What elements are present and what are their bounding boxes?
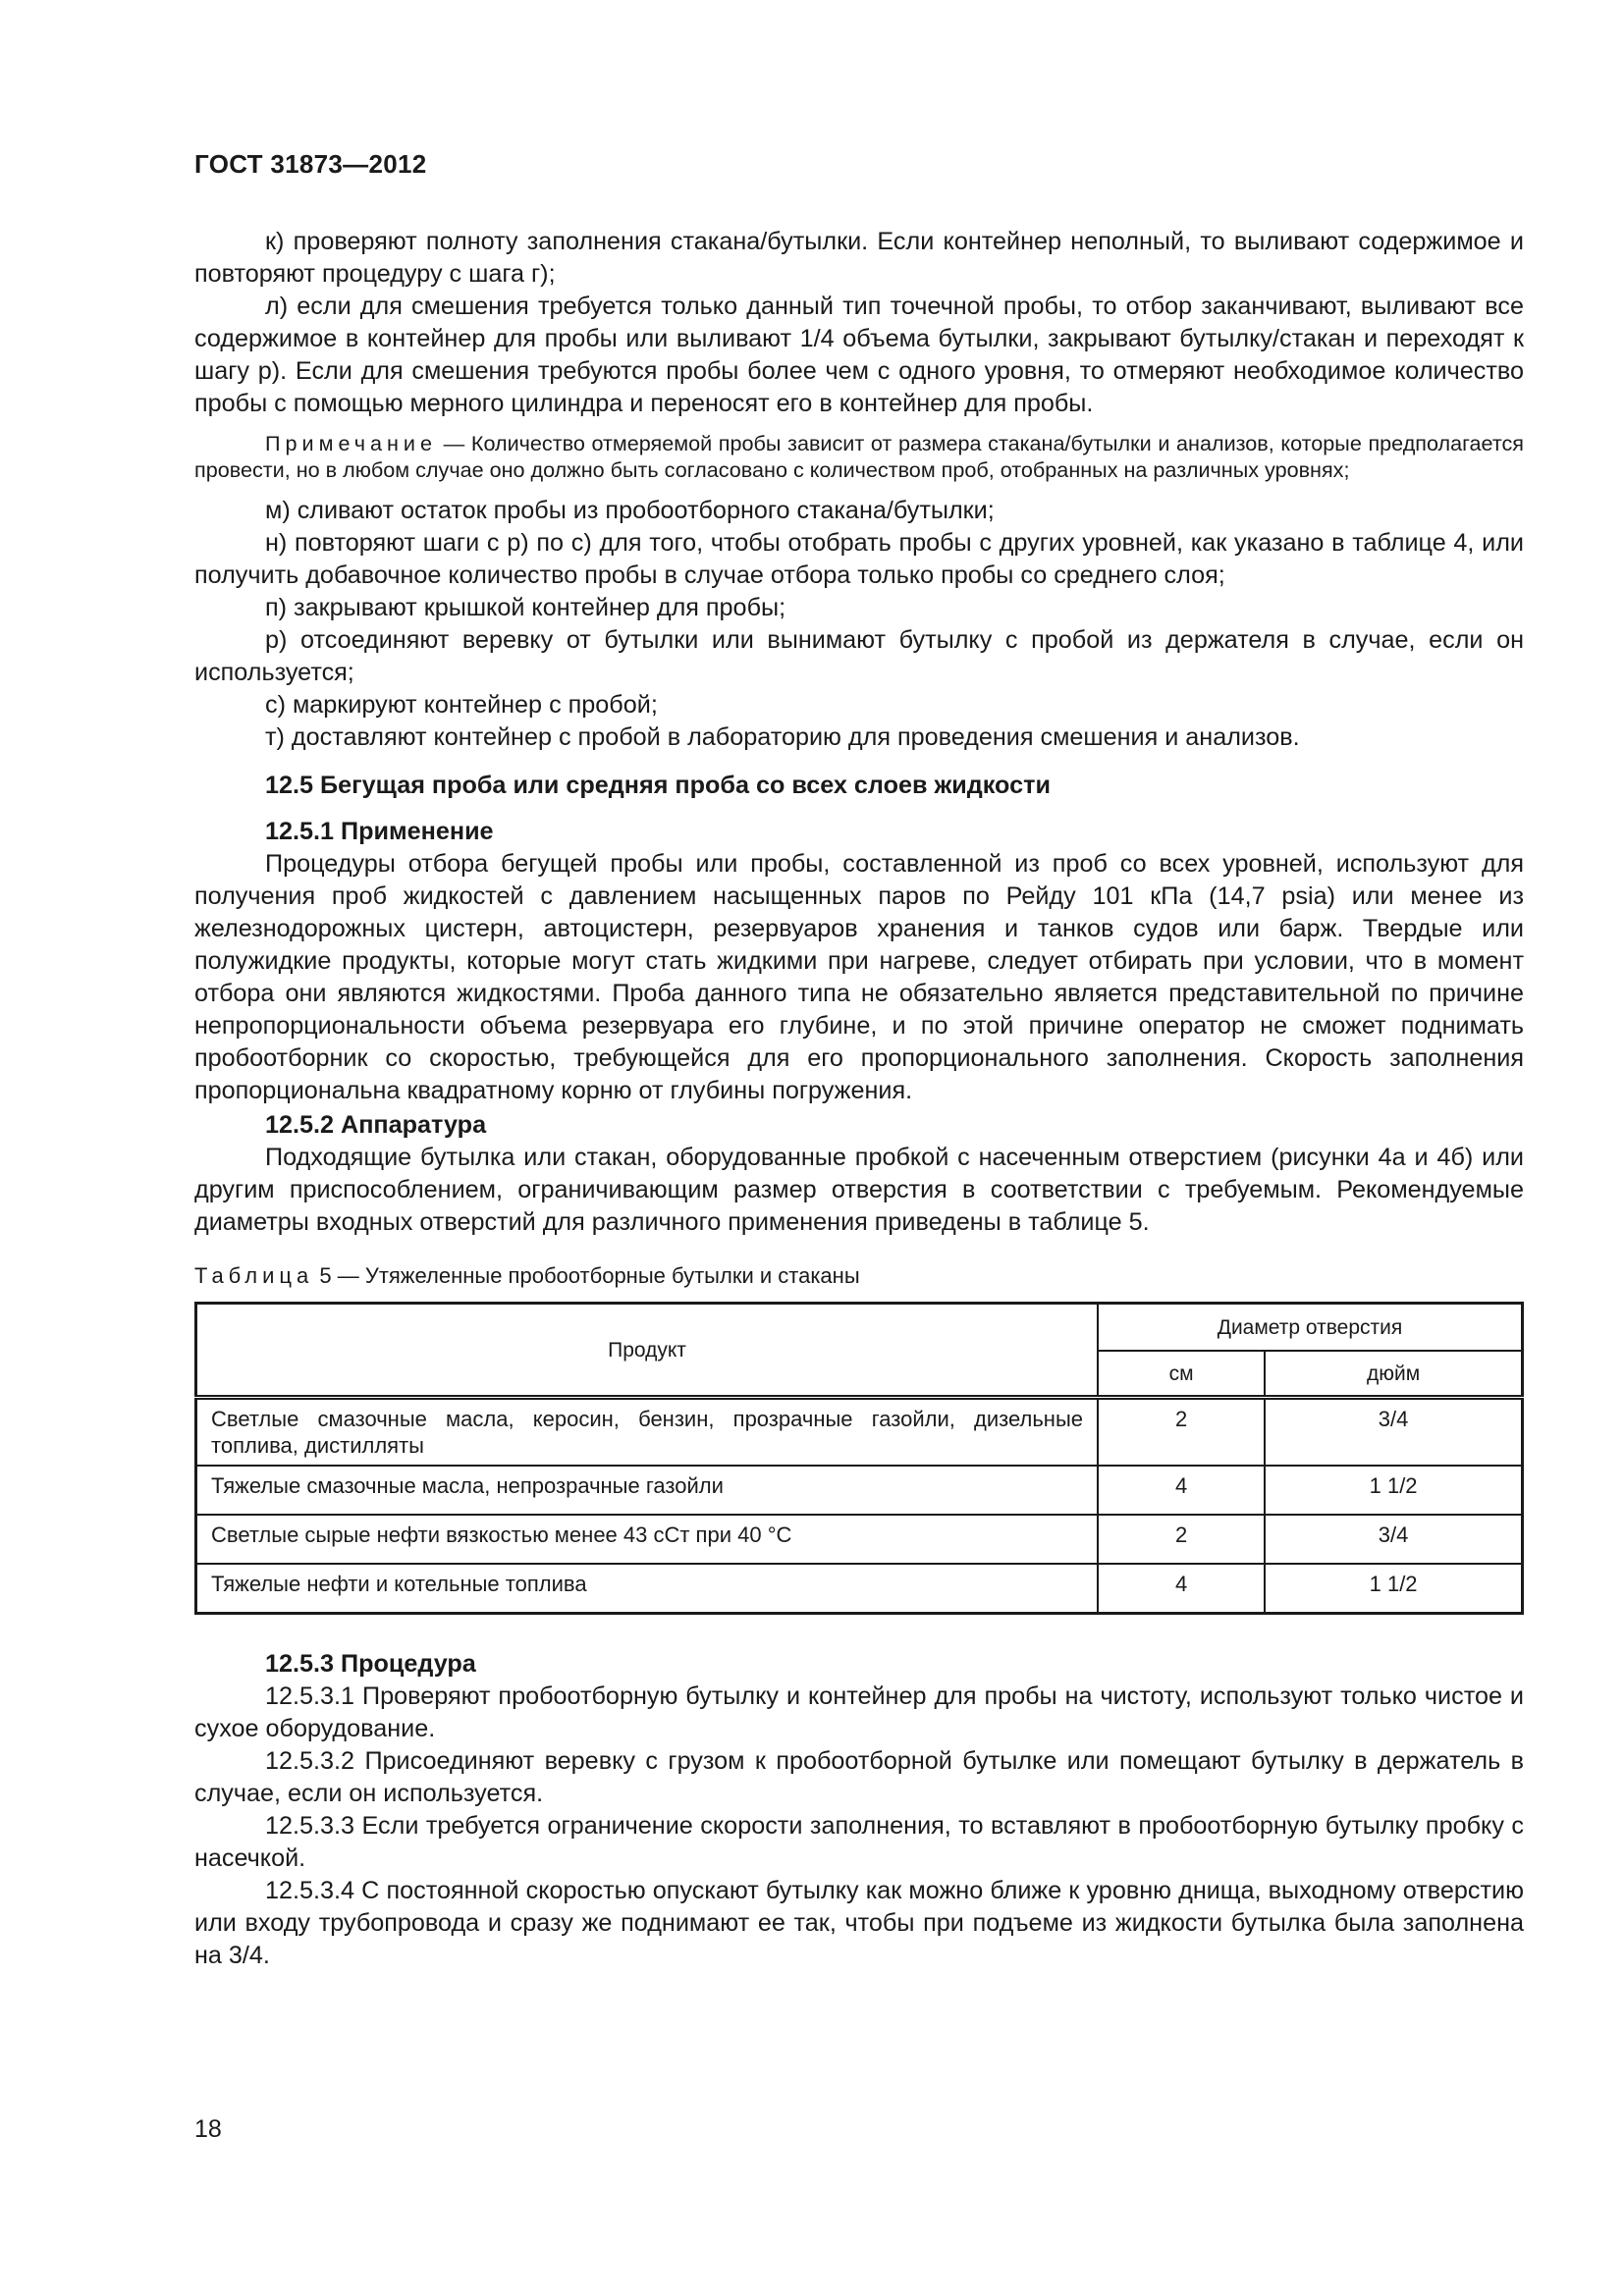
subsection-heading-12-5-1: 12.5.1 Применение — [265, 818, 494, 845]
table-caption-label: Таблица — [194, 1263, 314, 1288]
paragraph-r: р) отсоединяют веревку от бутылки или вынимают бутылку с пробой из держателя в случае, если он используется; — [194, 626, 1524, 686]
paragraph-k: к) проверяют полноту заполнения стакана/бутылки. Если контейнер неполный, то выливают содержимое и повторяют процедуру с шага г); — [194, 228, 1524, 288]
table-cell-product: Тяжелые смазочные масла, непрозрачные газойли — [196, 1466, 1099, 1515]
table-row — [196, 1515, 1523, 1564]
paragraph-n: н) повторяют шаги с р) по с) для того, чтобы отобрать пробы с других уровней, как указано в таблице 4, или получить добавочное количество пробы в случае отбора только пробы со среднего слоя; — [194, 529, 1524, 589]
paragraph-12-5-3-1: 12.5.3.1 Проверяют пробоотборную бутылку и контейнер для пробы на чистоту, используют только чистое и сухое оборудование. — [194, 1682, 1524, 1742]
section-heading-12-5: 12.5 Бегущая проба или средняя проба со всех слоев жидкости — [265, 772, 1051, 799]
paragraph-12-5-1: Процедуры отбора бегущей пробы или пробы, составленной из проб со всех уровней, используют для получения проб жидкостей с давлением насыщенных паров по Рейду 101 кПа (14,7 psia) или менее из железнодорожных цистерн, автоцистерн, резервуаров хранения и танков судов или барж. Твердые или полужидкие продукты, которые могут стать жидкими при нагреве, следует отбирать при условии, что в момент отбора они являются жидкостями. Проба данного типа не обязательно является представительной по причине непропорциональности объема резервуара его глубине, и по этой причине оператор не сможет поднимать пробоотборник со скоростью, требующейся для его пропорционального заполнения. Скорость заполнения пропорциональна квадратному корню от глубины погружения. — [194, 850, 1524, 1104]
table-cell-inch: 3/4 — [1265, 1515, 1522, 1564]
document-header: ГОСТ 31873—2012 — [194, 149, 427, 179]
paragraph-t: т) доставляют контейнер с пробой в лабораторию для проведения смешения и анализов. — [265, 723, 1300, 751]
table-cell-cm: 2 — [1098, 1515, 1265, 1564]
paragraph-12-5-3-2: 12.5.3.2 Присоединяют веревку с грузом к пробоотборной бутылке или помещают бутылку в держатель в случае, если он используется. — [194, 1747, 1524, 1807]
table-header-inch: дюйм — [1265, 1351, 1522, 1398]
page-number: 18 — [194, 2115, 222, 2143]
sample-bottles-table — [194, 1302, 1524, 1615]
table-header-cm: см — [1098, 1351, 1265, 1398]
table-cell-inch: 3/4 — [1265, 1398, 1522, 1467]
paragraph-l: л) если для смешения требуется только данный тип точечной пробы, то отбор заканчивают, выливают все содержимое в контейнер для пробы или выливают 1/4 объема бутылки, закрывают бутылку/стакан и переходят к шагу р). Если для смешения требуются пробы более чем с одного уровня, то отмеряют необходимое количество пробы с помощью мерного цилиндра и переносят его в контейнер для пробы. — [194, 293, 1524, 417]
note-label: Примечание — [265, 431, 437, 455]
table-cell-product: Тяжелые нефти и котельные топлива — [196, 1564, 1099, 1614]
table-row — [196, 1466, 1523, 1515]
table-cell-cm: 4 — [1098, 1564, 1265, 1614]
paragraph-m: м) сливают остаток пробы из пробоотборного стакана/бутылки; — [265, 497, 995, 524]
note — [194, 430, 1524, 483]
table-row — [196, 1398, 1523, 1467]
paragraph-s: с) маркируют контейнер с пробой; — [265, 691, 658, 719]
paragraph-12-5-3-4: 12.5.3.4 С постоянной скоростью опускают бутылку как можно ближе к уровню днища, выходному отверстию или входу трубопровода и сразу же поднимают ее так, чтобы при подъеме из жидкости бутылка была заполнена на 3/4. — [194, 1877, 1524, 1969]
subsection-heading-12-5-3: 12.5.3 Процедура — [265, 1650, 476, 1678]
subsection-heading-12-5-2: 12.5.2 Аппаратура — [265, 1111, 487, 1139]
paragraph-p: п) закрывают крышкой контейнер для пробы; — [265, 594, 786, 621]
paragraph-12-5-2: Подходящие бутылка или стакан, оборудованные пробкой с насеченным отверстием (рисунки 4а и 4б) или другим приспособлением, ограничивающим размер отверстия в соответствии с требуемым. Рекомендуемые диаметры входных отверстий для различного применения приведены в таблице 5. — [194, 1144, 1524, 1236]
note-text: — Количество отмеряемой пробы зависит от размера стакана/бутылки и анализов, которые предполагается провести, но в любом случае оно должно быть согласовано с количеством проб, отобранных на различных уровнях; — [194, 431, 1524, 482]
document-body — [194, 226, 1524, 1972]
table-cell-product: Светлые сырые нефти вязкостью менее 43 сСт при 40 °С — [196, 1515, 1099, 1564]
paragraph-12-5-3-3: 12.5.3.3 Если требуется ограничение скорости заполнения, то вставляют в пробоотборную бутылку пробку с насечкой. — [194, 1812, 1524, 1872]
table-caption — [194, 1262, 1524, 1290]
table-cell-inch: 1 1/2 — [1265, 1466, 1522, 1515]
table-cell-cm: 2 — [1098, 1398, 1265, 1467]
table-cell-cm: 4 — [1098, 1466, 1265, 1515]
table-cell-product: Светлые смазочные масла, керосин, бензин, прозрачные газойли, дизельные топлива, дистилляты — [196, 1398, 1099, 1467]
table-header-product: Продукт — [196, 1304, 1099, 1398]
table-caption-text: 5 — Утяжеленные пробоотборные бутылки и стаканы — [313, 1263, 860, 1288]
table-row — [196, 1564, 1523, 1614]
table-cell-inch: 1 1/2 — [1265, 1564, 1522, 1614]
table-header-diameter: Диаметр отверстия — [1098, 1304, 1523, 1352]
